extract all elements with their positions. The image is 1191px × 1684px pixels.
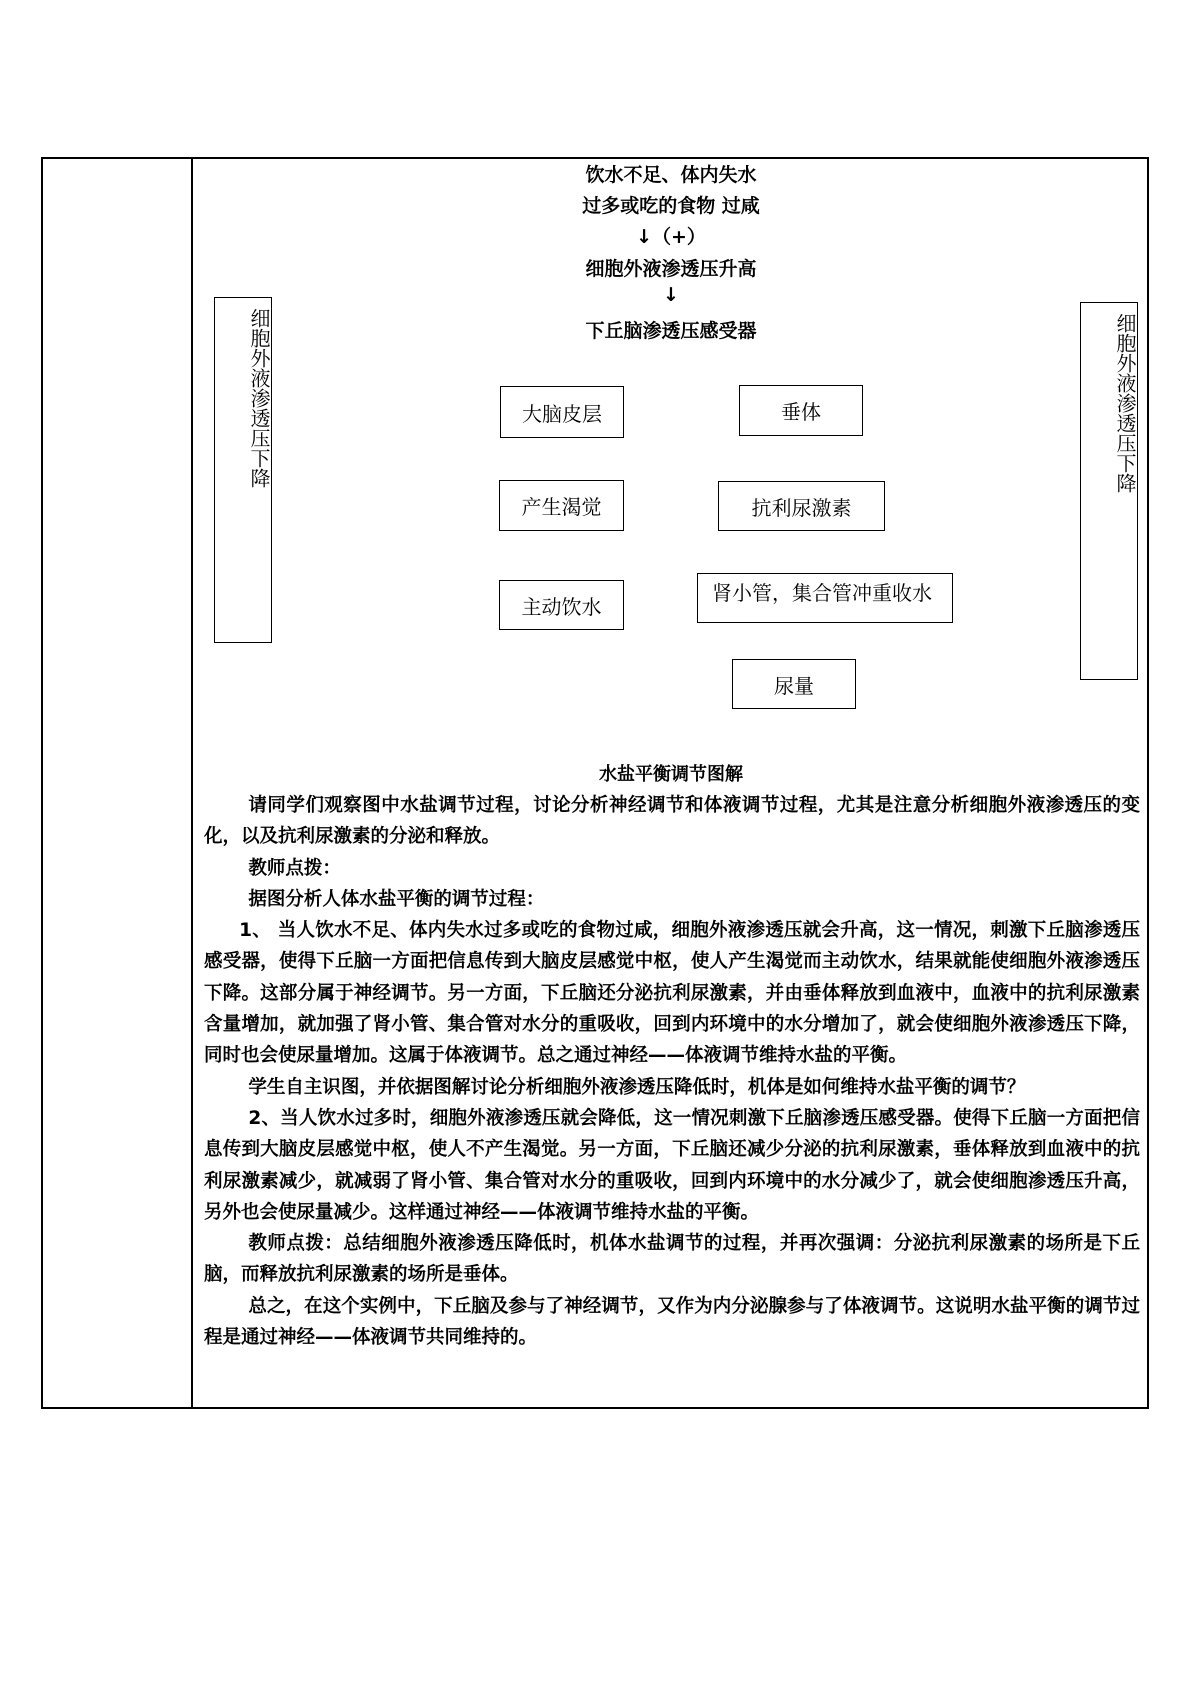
pituitary-box: 垂体 [739,385,863,436]
paragraph-student-task: 学生自主识图，并依据图解讨论分析细胞外液渗透压降低时，机体是如何维持水盐平衡的调节？ [248,1076,1026,1098]
explanation-text [204,790,1140,1353]
flow-arrow-down: ↓ [663,284,679,306]
paragraph-analysis-heading: 据图分析人体水盐平衡的调节过程： [248,888,545,910]
flow-arrow-plus: ↓（+） [636,226,706,248]
paragraph-point-2: 2、当人饮水过多时，细胞外液渗透压就会降低，这一情况刺激下丘脑渗透压感受器。使得下丘脑一方面把信息传到大脑皮层感觉中枢，使人不产生渴觉。另一方面，下丘脑还减少分泌的抗利尿激素，垂体释放到血液中的抗利尿激素减少，就减弱了肾小管、集合管对水分的重吸收，回到内环境中的水分减少了，就会使细胞渗透压升高，另外也会使尿量减少。这样通过神经——体液调节维持水盐的平衡。 [204,1107,1140,1223]
diagram-caption: 水盐平衡调节图解 [599,764,743,785]
paragraph-point-1: 1、 当人饮水不足、体内失水过多或吃的食物过咸，细胞外液渗透压就会升高，这一情况，刺激下丘脑渗透压感受器，使得下丘脑一方面把信息传到大脑皮层感觉中枢，使人产生渴觉而主动饮水，结果就能使细胞外液渗透压下降。这部分属于神经调节。另一方面，下丘脑还分泌抗利尿激素，并由垂体释放到血液中，血液中的抗利尿激素含量增加，就加强了肾小管、集合管对水分的重吸收，回到内环境中的水分增加了，就会使细胞外液渗透压下降，同时也会使尿量增加。这属于体液调节。总之通过神经——体液调节维持水盐的平衡。 [204,920,1140,1067]
urine-volume-box: 尿量 [732,659,856,709]
paragraph-conclusion: 总之，在这个实例中，下丘脑及参与了神经调节，又作为内分泌腺参与了体液调节。这说明水盐平衡的调节过程是通过神经——体液调节共同维持的。 [204,1295,1140,1349]
cerebral-cortex-box: 大脑皮层 [500,386,624,438]
kidney-reabsorption-box: 肾小管，集合管冲重收水 [697,573,953,623]
flow-line-2: 过多或吃的食物 过咸 [582,195,760,217]
thirst-box: 产生渴觉 [499,480,624,531]
right-vertical-box: 细胞外液渗透压下降 [1080,302,1138,680]
flow-line-1: 饮水不足、体内失水 [585,164,757,186]
paragraph-teacher-tip: 教师点拨： [248,857,341,879]
left-vertical-box: 细胞外液渗透压下降 [214,297,272,643]
active-drinking-box: 主动饮水 [499,580,624,630]
paragraph-intro: 请同学们观察图中水盐调节过程，讨论分析神经调节和体液调节过程，尤其是注意分析细胞外液渗透压的变化，以及抗利尿激素的分泌和释放。 [204,795,1140,848]
flow-line-3: 细胞外液渗透压升高 [585,258,757,280]
paragraph-teacher-summary: 教师点拨：总结细胞外液渗透压降低时，机体水盐调节的过程，并再次强调：分泌抗利尿激素的场所是下丘脑，而释放抗利尿激素的场所是垂体。 [204,1233,1140,1286]
antidiuretic-hormone-box: 抗利尿激素 [718,481,885,531]
flow-line-4: 下丘脑渗透压感受器 [585,320,757,342]
